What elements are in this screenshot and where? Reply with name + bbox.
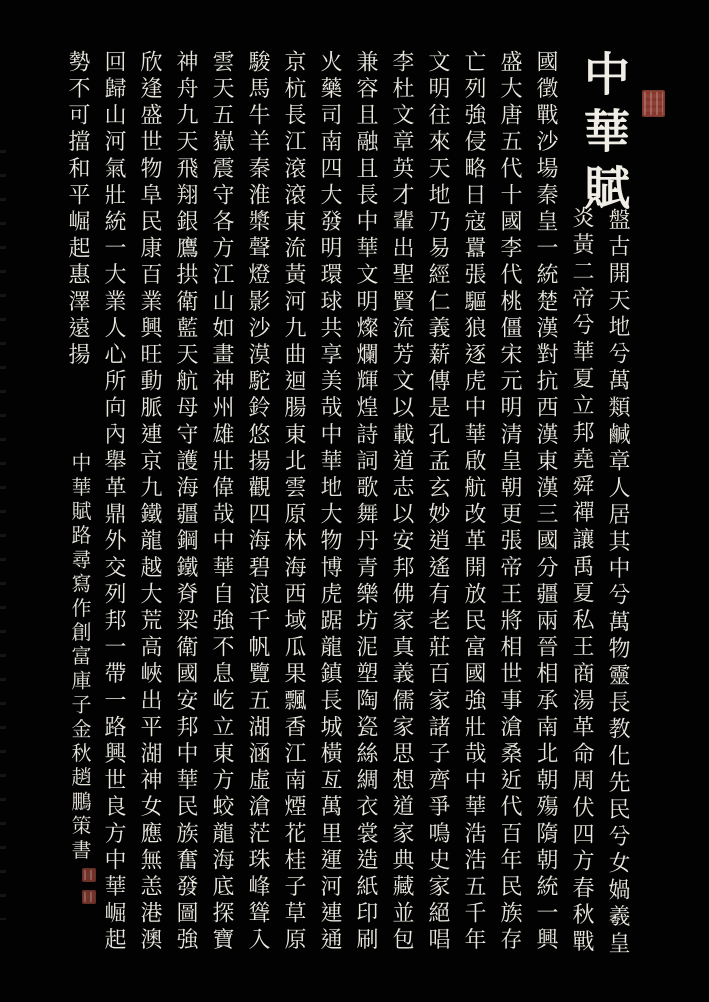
text-column-15: 回歸山河氣壯統一大業人心所向內舉革鼎外交列邦一帶一路興世良方中華崛起 [101, 50, 126, 955]
text-column-09: 火藥司南四大發明環球共享美哉中華地大物博虎踞龍鎮長城橫亙萬里運河連通 [317, 50, 342, 955]
text-column-06: 文明往來天地乃易經仁義薪傳是孔孟玄妙逍遙有老莊百家諸子齊爭鳴史家絕唱 [425, 50, 450, 955]
text-column-03: 國徵戰沙場秦皇一統楚漢對抗西漢東漢三國分疆兩晉相承南北朝殤隋朝統一興 [533, 50, 558, 955]
text-column-13: 神舟九天飛翔銀鷹拱衛藍天航母守護海疆鋼鐵脊梁衛國安邦中華民族奮發圖強 [173, 50, 198, 955]
colophon-seal-icon-1 [82, 868, 96, 882]
text-column-14: 欣逢盛世物阜民康百業興旺動脈連京九鐵龍越大荒高峽出平湖神女應無恙港澳 [137, 50, 162, 955]
text-column-16: 勢不可擋和平崛起惠澤遠揚 [65, 50, 90, 370]
seal-carving [644, 92, 663, 115]
colophon-signature: 中華賦路尋寫作創富庫子金秋趙鵬策書 [68, 452, 92, 864]
text-column-12: 雲天五嶽震守各方江山如畫神州雄壯偉哉中華自強不息屹立東方蛟龍海底探寶 [209, 50, 234, 955]
text-column-02: 炎黃二帝兮華夏立邦堯舜禪讓禹夏私王商湯革命周伏四方春秋戰 [569, 206, 594, 957]
text-column-01: 盤古開天地兮萬類鹹章人居其中兮萬物靈長教化先民兮女媧羲皇 [605, 208, 630, 959]
colophon-seal-icon-2 [82, 890, 96, 904]
text-column-05: 亡列強侵略日寇囂張驅狼逐虎中華啟航改革開放民富國強壯哉中華浩浩五千年 [461, 50, 486, 955]
seal-carving [84, 892, 94, 902]
scan-edge-artifact [0, 150, 6, 920]
text-column-07: 李杜文章英才輩出聖賢流芳文以載道志以安邦佛家真義儒家思想道家典藏並包 [389, 50, 414, 955]
text-column-08: 兼容且融且長中華文明燦爛輝煌詩詞歌舞丹青樂坊泥塑陶瓷絲綢衣裳造紙印刷 [353, 50, 378, 955]
title-seal-icon [642, 90, 665, 117]
text-column-11: 駿馬牛羊秦淮槳聲燈影沙漠駝鈴悠揚觀四海碧浪千帆覽五湖涵虛滄茫珠峰聳入 [245, 50, 270, 955]
text-column-10: 京杭長江滾滾東流黃河九曲迴腸東北雲原林海西域瓜果飄香江南煙花桂子草原 [281, 50, 306, 955]
artwork-title: 中華賦 [577, 50, 631, 221]
text-column-04: 盛大唐五代十國李代桃僵宋元明清皇朝更張帝王將相世事滄桑近代百年民族存 [497, 50, 522, 955]
seal-carving [84, 870, 94, 880]
